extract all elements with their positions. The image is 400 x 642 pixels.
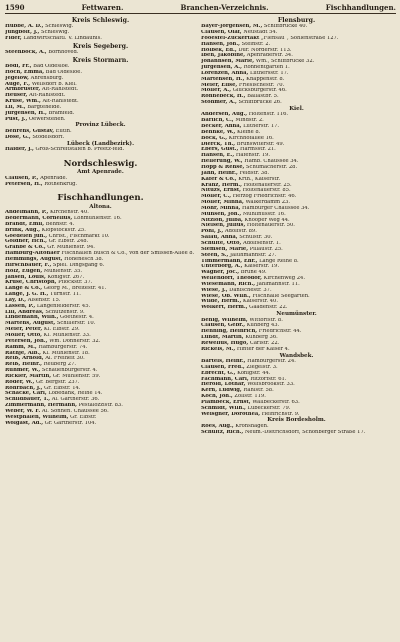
entry-address: Neustadt 54. bbox=[243, 30, 278, 36]
entry-name: Lindemann, Wilh., bbox=[5, 315, 59, 321]
entry-name: Granbe & Co., bbox=[5, 245, 46, 251]
entry-address: Gr. Elbstr. bbox=[70, 414, 97, 420]
entry-address: Glücksburgerstr. 46. bbox=[232, 88, 287, 94]
entry-name: Jürgensen, A., bbox=[201, 65, 242, 71]
entry-address: Mühlinusstr. 16. bbox=[242, 211, 286, 217]
entry-address: Jahlmannstr. 11. bbox=[256, 281, 300, 287]
entry-address: Alsenstr. 15. bbox=[27, 297, 61, 303]
entry-address: Schützenstr. 9. bbox=[45, 309, 85, 315]
entry-address: Mühlenstr. 35. bbox=[43, 268, 83, 274]
entry-name: Benig, Wilhelm, bbox=[201, 317, 248, 323]
entry-name: Wellendorf, Theodor, bbox=[201, 276, 262, 282]
entry-name: Jahn, Heinr., bbox=[201, 170, 238, 176]
entry-address: Lobedank, Reihe 14. bbox=[48, 391, 103, 397]
entry-name: Möller, C., bbox=[201, 194, 232, 200]
entry-address: Luthersstr. 17. bbox=[249, 70, 289, 76]
entry-name: Clausen, Olaf, bbox=[201, 30, 242, 36]
entry-name: Timmermann, Ehr., bbox=[201, 258, 258, 264]
entry-address: Wallbeckerstr. 63. bbox=[252, 399, 300, 405]
entry-name: Lil, M., bbox=[5, 104, 26, 110]
entry-name: Behnke, W., bbox=[201, 129, 236, 135]
entry-name: Kruse, Christoph, bbox=[5, 280, 57, 286]
entry-address: Kleine 8. bbox=[237, 129, 261, 135]
right-column bbox=[201, 16, 392, 436]
entry-name: Wiese, J., bbox=[201, 287, 228, 293]
entry-name: Wiesemann, Rich., bbox=[201, 281, 256, 287]
entry-name: Bock, G., bbox=[201, 135, 228, 141]
entry-address: Wolfsbrookstr. 33. bbox=[247, 382, 295, 388]
entry-address: Holtenauerstr. 85. bbox=[242, 188, 291, 194]
entry-address: Hamburgerstr. 24. bbox=[247, 358, 296, 364]
entry-name: Wilde, Herm., bbox=[201, 299, 242, 305]
entry-name: Koch, Joh., bbox=[201, 394, 233, 400]
entry-name: Plambeck, Ernst, bbox=[201, 399, 251, 405]
entry-name: Schultz, Rich., bbox=[201, 429, 244, 435]
sub-heading: Provinz Lübeck. bbox=[75, 122, 126, 129]
entry-address: Gaadenstr. 22. bbox=[249, 305, 288, 311]
entry-address: Neum.-Dietrichsdorf, Schönberger Straße 17. bbox=[244, 429, 366, 435]
entry-name: Hirschbauer, F., bbox=[5, 262, 52, 268]
entry-address: Gr. Elbstr. 14. bbox=[44, 385, 81, 391]
entry-name: Lorenzen, Anna, bbox=[201, 70, 249, 76]
entry-address: Rothenkrug. bbox=[44, 181, 78, 187]
entry-name: Meier, Peter, bbox=[5, 327, 43, 333]
entry-address: Jaluhmannstr. 27. bbox=[229, 252, 277, 258]
entry-address: Bargteheide. bbox=[27, 104, 62, 110]
entry-name: Hopp & Rehse, bbox=[201, 165, 245, 171]
entry-address: Alt-Rahlstedt. bbox=[42, 99, 79, 105]
entry-address: Kuhberg 43. bbox=[246, 323, 280, 329]
entry-name: Jansen, Louis, bbox=[5, 274, 46, 280]
entry-name: Hansen, E., bbox=[201, 153, 235, 159]
running-head-left: Fettwaren. bbox=[81, 3, 124, 12]
entry-address: Kl. Mühlenstr. 33. bbox=[43, 332, 91, 338]
entry-name: Brandt, Emil, bbox=[5, 221, 45, 227]
entry-name: Weber, W. F. bbox=[5, 408, 41, 414]
entry-address: Spiel. Dingsgang 6. bbox=[52, 262, 105, 268]
entry-name: Andelmann, P., bbox=[5, 210, 49, 216]
entry-address: Dänischestr. 37. bbox=[229, 287, 272, 293]
entry-address: Kaiserstr. 19. bbox=[244, 264, 280, 270]
entry-name: Rickler, Martin, bbox=[5, 373, 52, 379]
entry-address: Friesischestr. 70. bbox=[238, 82, 285, 88]
entry-name: Hoch, Emma, bbox=[5, 69, 45, 75]
entry-address: Ballastbr. 5. bbox=[247, 94, 279, 100]
spacer bbox=[5, 153, 196, 156]
entry-address: Harmsstr. 21. bbox=[239, 147, 276, 153]
entry-name: Schulte, Otto, bbox=[201, 240, 242, 246]
region-heading: Kreis Segeberg. bbox=[72, 42, 129, 50]
entry-address: Oewerstehen. bbox=[28, 116, 66, 122]
entry-address: Adolfstr. 89. bbox=[224, 229, 257, 235]
entry-name: Holbek, Ed., bbox=[201, 47, 237, 53]
entry-address: Ritzorfstr. 61. bbox=[250, 376, 287, 382]
entry-address: Turnstr. 11. bbox=[50, 292, 81, 298]
entry-address: Wittorfstr. 8. bbox=[249, 317, 283, 323]
entry-address: Klopstockstr. 25. bbox=[41, 227, 86, 233]
entry-name: Nitzlon, Julba, bbox=[201, 217, 243, 223]
entry-address: Königstr. 267. bbox=[47, 274, 85, 280]
columns bbox=[5, 16, 396, 436]
entry-name: Rickels, M., bbox=[201, 346, 236, 352]
entry-name: Schmidt, Wilh., bbox=[201, 405, 246, 411]
entry-name: Reiß, Heinr., bbox=[5, 362, 42, 368]
entry-address: Bramfeld. bbox=[48, 110, 75, 116]
entry-address: Christ., Fischmarkt 10. bbox=[48, 233, 110, 239]
entry-address: Adolfsenstr. 1. bbox=[242, 240, 281, 246]
entry-name: Dose, G., bbox=[5, 134, 31, 140]
entry-name: Rohrbach, J., bbox=[5, 385, 43, 391]
entry-name: Henning, Heinrich, bbox=[201, 329, 258, 335]
entry-address: Steinstr. 2. bbox=[241, 41, 271, 47]
entry-address: Schauenburgerstr. 4. bbox=[41, 368, 98, 374]
entry-address: Hinter der Kaiser 4. bbox=[236, 346, 290, 352]
entry-name: Pohl, J., bbox=[201, 229, 224, 235]
entry-address: Gr. Gärtnerstr. 104. bbox=[44, 420, 97, 426]
entry-name: Bödi, Fr., bbox=[5, 63, 32, 69]
entry-address: Ronnentgarten 1. bbox=[243, 65, 290, 71]
entry-name: Lassen, P., bbox=[5, 303, 36, 309]
entry-address: Goethestr. 4. bbox=[60, 315, 94, 321]
entry-address: Kl. Elbstr. 29. bbox=[43, 327, 80, 333]
entry-name: Nituzs, Ernst, bbox=[201, 188, 241, 194]
entry-address: Lange Reihe 8. bbox=[259, 258, 299, 264]
entry-name: Ramm, M., bbox=[5, 344, 37, 350]
entry-name: Zimmermann, Hermann, bbox=[5, 403, 77, 409]
entry-address: Mindstr. 2. bbox=[235, 118, 264, 124]
entry-name: Rönnebeck, H., bbox=[201, 94, 246, 100]
entry-address: Bad Oldesloe. bbox=[33, 63, 70, 69]
entry-address: Gr. Mühlenstr. 94. bbox=[47, 245, 95, 251]
entry-name: Hellerung, W., bbox=[201, 159, 243, 165]
entry-name: Reiß, Arnold, bbox=[5, 356, 44, 362]
entry-address: Dur. Norderstr. 113. bbox=[238, 47, 292, 53]
entry-name: Kranz, Herm., bbox=[201, 182, 242, 188]
entry-address: Kirchenstr. 40. bbox=[50, 210, 89, 216]
entry-address: Kuhberg 36. bbox=[245, 335, 278, 341]
entry-name: Hamburg-Altonaer bbox=[5, 251, 60, 257]
entry-name: Petersen, H., bbox=[5, 181, 43, 187]
entry-address: Hamburgerstr. 74. bbox=[38, 344, 88, 350]
entry-name: Weisgner, Dorothea, bbox=[201, 411, 261, 417]
entry-name: Bedermann, Cornelius, bbox=[5, 216, 73, 222]
page-number: 1590 bbox=[5, 3, 25, 12]
entry-name: Schildbauer, T., bbox=[5, 397, 51, 403]
entry-address: Carlstr. 22. bbox=[249, 340, 280, 346]
entry-name: Andersen, Aug., bbox=[201, 112, 248, 118]
entry-address: Alt-Rahlstedt. bbox=[41, 87, 79, 93]
entry-name: Goedelen jun., bbox=[5, 233, 47, 239]
entry-name: Lange, J. G. H., bbox=[5, 292, 49, 298]
entry-address: Eutin. bbox=[55, 128, 72, 134]
entry-address: „Flensau“, Sohlenstraße 127. bbox=[260, 35, 339, 41]
entry-address: Zollstr. 119. bbox=[234, 394, 266, 400]
entry-name: Rewelius, Hugo, bbox=[201, 340, 249, 346]
entry-name: Herold, Lothar, bbox=[201, 382, 246, 388]
sub-heading: Altona. bbox=[89, 203, 112, 210]
entry-name: Lill, Andreas, bbox=[5, 309, 44, 315]
entry-name: Stohmer, A., bbox=[201, 100, 237, 106]
entry-name: Pust, J., bbox=[5, 116, 28, 122]
entry-name: Hemmings, August, bbox=[5, 257, 63, 263]
entry-name: Clausen, Gebr., bbox=[201, 323, 246, 329]
entry-address: Landwirtschaftl. V. Lindaunis. bbox=[23, 35, 102, 41]
left-column bbox=[5, 16, 196, 436]
entry-address: Lohmühlenstr. 16. bbox=[73, 216, 122, 222]
entry-name: Hansen, Joh., bbox=[201, 41, 240, 47]
entry-name: Steenbock, A., bbox=[5, 49, 47, 55]
entry-address: Apenraderstr. 34. bbox=[246, 53, 293, 59]
entry-address: Königstr. 44. bbox=[237, 370, 271, 376]
entry-address: Knooper Weg 44. bbox=[244, 217, 290, 223]
entry-name: Rühmer, W., bbox=[5, 368, 41, 374]
entry-name: Brink, Aug., bbox=[5, 227, 41, 233]
sub-heading: Kiel. bbox=[289, 106, 304, 113]
sub-heading: Amt Apenrade. bbox=[77, 169, 124, 176]
entry-address: Kronshagen. bbox=[235, 423, 269, 429]
entry-name: Lundt, Martin, bbox=[201, 335, 244, 341]
entry-name: Dierck, Th., bbox=[201, 141, 236, 147]
entry-name: Unterborg, A., bbox=[201, 264, 243, 270]
entry-name: Fachmann, Carl, bbox=[201, 376, 249, 382]
region-heading: Kreis Stormarn. bbox=[72, 56, 129, 64]
running-head-center: Branchen-Verzeichnis. bbox=[180, 3, 269, 12]
entry-name: Becker, Anna, bbox=[201, 124, 242, 130]
entry-name: Lange & Co., bbox=[5, 286, 43, 292]
entry-name: Kruse, Wm., bbox=[5, 99, 41, 105]
entry-name: Armbrüster, bbox=[5, 87, 41, 93]
entry-address: Holtenauerstr. 50. bbox=[246, 223, 295, 229]
entry-name: Roes, Aug., bbox=[201, 423, 234, 429]
entry-name: Käfer & Co., bbox=[201, 176, 237, 182]
entry-address: Wm. Donnerstr. 32. bbox=[49, 338, 101, 344]
sub-heading: Lübeck (Landbezirk). bbox=[66, 140, 135, 147]
entry-address: Walkerdamm 23. bbox=[245, 200, 290, 206]
entry-address: Pillaustr. 25. bbox=[249, 246, 283, 252]
entry-name: Ebrecht, G., bbox=[201, 370, 236, 376]
entry-name: Iben, Jakobine, bbox=[201, 53, 246, 59]
entry-address: Bad Oldesloe. bbox=[45, 69, 83, 75]
sub-heading: Kreis Bordesholm. bbox=[267, 417, 326, 424]
entry-address: Ziegelstr. 3. bbox=[246, 364, 278, 370]
entry-name: Heuser, bbox=[5, 93, 28, 99]
entry-name: Röder, W., bbox=[5, 379, 35, 385]
entry-name: Westphalen, Wilhelm, bbox=[5, 414, 69, 420]
entry-address: Schiffbrücke 40. bbox=[263, 24, 308, 30]
entry-name: Haider, J., bbox=[5, 146, 34, 152]
entry-address: Wm., Schiffbrücke 32. bbox=[255, 59, 315, 65]
spacer bbox=[5, 187, 196, 190]
entry-name: Nielsen, Julius, bbox=[201, 223, 246, 229]
entry-address: Hohenesch 38. bbox=[64, 257, 104, 263]
entry-name: Jürgensen, H., bbox=[5, 110, 47, 116]
entry-address: Bornhöved. bbox=[48, 49, 79, 55]
entry-name: Möller, Minna, bbox=[201, 200, 244, 206]
entry-name: Wagner, Joc., bbox=[201, 270, 240, 276]
entry-address: Schleswig. bbox=[45, 24, 74, 30]
section-title: Nordschleswig. bbox=[63, 158, 138, 169]
entry-address: Alt-Rahlstedt. bbox=[29, 93, 66, 99]
region-heading: Kreis Schleswig. bbox=[71, 17, 130, 24]
entry-name: Jegelow, bbox=[5, 75, 29, 81]
entry-name: Rathje, Alb., bbox=[5, 350, 41, 356]
list-entry bbox=[5, 36, 196, 42]
entry-address: Schillerstr. 10. bbox=[56, 321, 96, 327]
entry-address: Kaiserstr. 40. bbox=[242, 299, 278, 305]
entry-name: Jungbolt, J., bbox=[5, 30, 40, 36]
entry-address: Reuberg 27. bbox=[43, 362, 77, 368]
entry-name: Fooesfel-Zuckertakt bbox=[201, 35, 260, 41]
entry-address: Wellsdorf b. Kiel. bbox=[31, 81, 77, 87]
entry-address: Kirchhofallee 16. bbox=[228, 135, 274, 141]
entry-name: Martensen, H., bbox=[201, 76, 245, 82]
entry-address: Krth., Kaiserstr. bbox=[238, 176, 281, 182]
entry-address: Lutherstr. 17. bbox=[243, 124, 280, 130]
entry-address: Pestalozzistr. 83. bbox=[78, 403, 123, 409]
list-entry bbox=[5, 50, 196, 56]
entry-name: Wiese, Ob. Wilh., bbox=[201, 293, 251, 299]
entry-name: Goldner, Hch., bbox=[5, 239, 47, 245]
entry-name: Bärlich, C., bbox=[201, 118, 234, 124]
sub-heading: Neumünster. bbox=[276, 311, 317, 318]
entry-address: Holtenauerstr. 25. bbox=[243, 182, 292, 188]
entry-address: Pflöckstr. 37. bbox=[58, 280, 93, 286]
entry-address: Gr. Mühlenstr. 59. bbox=[52, 373, 101, 379]
entry-name: Mohr, Minna, bbox=[201, 205, 241, 211]
entry-address: Behnstr. 4. bbox=[45, 221, 75, 227]
section-title: Fischhandlungen. bbox=[57, 193, 144, 204]
entry-name: Siemsen, Marie, bbox=[201, 246, 249, 252]
entry-name: Bartels, Heinr., bbox=[201, 358, 246, 364]
entry-address: Hafenstr. 19. bbox=[235, 153, 271, 159]
entry-name: Bayer-Jörgensen, M., bbox=[201, 24, 263, 30]
sub-heading: Wandsbek. bbox=[279, 352, 314, 359]
entry-name: Meier, Elise, bbox=[201, 82, 238, 88]
entry-address: Fischhalle Seegarten. bbox=[252, 293, 310, 299]
page-header bbox=[5, 3, 396, 14]
entry-address: Fischhallen Busch & Co., von der Smissen-Allee 8. bbox=[61, 251, 195, 257]
entry-address: Stodelsdorf. bbox=[32, 134, 65, 140]
entry-address: Al. Freiheit 30. bbox=[45, 356, 85, 362]
entry-name: Holz, Eugen, bbox=[5, 268, 43, 274]
entry-name: Behrens, Gustav, bbox=[5, 128, 55, 134]
entry-address: Langenfelderstr. 45. bbox=[36, 303, 91, 309]
list-entry bbox=[5, 421, 196, 427]
entry-address: Hamburger Chaussee 34. bbox=[242, 205, 310, 211]
entry-name: Clausen, P., bbox=[5, 175, 39, 181]
entry-address: Brüne 49. bbox=[240, 270, 267, 276]
entry-address: Schumacherstr. 28. bbox=[245, 165, 298, 171]
entry-name: Lay, D., bbox=[5, 297, 27, 303]
entry-address: Ahrensburg. bbox=[30, 75, 64, 81]
entry-address: Brunswiterstr. 49. bbox=[236, 141, 285, 147]
entry-address: Al. Sonnen. Chaussee 56. bbox=[41, 408, 109, 414]
entry-address: Kirchenweg 24. bbox=[263, 276, 305, 282]
entry-name: Martens, August, bbox=[5, 321, 56, 327]
entry-address: Groß-Schreitstafen b. Preetz-feld. bbox=[35, 146, 125, 152]
entry-address: Herzog Friedrichstr. 46. bbox=[232, 194, 297, 200]
entry-name: Kern, Ludwig, bbox=[201, 388, 242, 394]
entry-name: Steen, S., bbox=[201, 252, 229, 258]
entry-address: Holtenstr. 116. bbox=[248, 112, 289, 118]
entry-address: Schiffbrücke 26. bbox=[238, 100, 282, 106]
entry-address: Al. Gärtnerstr. 36. bbox=[51, 397, 100, 403]
entry-name: Munsen, Joh., bbox=[201, 211, 242, 217]
entry-address: Rahlstr. 58. bbox=[243, 388, 274, 394]
entry-name: Fider, bbox=[5, 35, 22, 41]
entry-name: Möller, Otto, bbox=[5, 332, 42, 338]
entry-address: Apenrade. bbox=[40, 175, 68, 181]
list-entry bbox=[201, 430, 392, 436]
entry-address: Gr. Bergstr. 237. bbox=[35, 379, 80, 385]
entry-address: Feldstr. 38. bbox=[239, 170, 270, 176]
entry-address: Georg M., Breitestr. 41. bbox=[43, 286, 107, 292]
entry-name: Wolkert, Herm., bbox=[201, 305, 248, 311]
entry-address: Kl. Mühlenstr. 18. bbox=[42, 350, 90, 356]
entry-name: Hübbe, A. D., bbox=[5, 24, 44, 30]
entry-name: Salau, Anna, bbox=[201, 235, 238, 241]
entry-name: Ebers, Gust., bbox=[201, 147, 239, 153]
entry-name: Wolgast, Ad., bbox=[5, 420, 44, 426]
entry-address: Schulstr. 30. bbox=[239, 235, 273, 241]
entry-address: Hamb. Chaussee 34. bbox=[244, 159, 299, 165]
entry-address: Friedrichstr. 44. bbox=[258, 329, 302, 335]
running-head-right: Fischhandlungen. bbox=[325, 3, 396, 12]
entry-address: Gr. Elbstr. 248. bbox=[48, 239, 89, 245]
entry-name: Johannsen, Marie, bbox=[201, 59, 255, 65]
entry-address: Lübeckerstr. 79. bbox=[247, 405, 291, 411]
region-heading: Flensburg. bbox=[277, 17, 316, 24]
entry-name: Petersen, Joh., bbox=[5, 338, 48, 344]
entry-name: Schacke, Carl, bbox=[5, 391, 47, 397]
entry-name: Auge, F., bbox=[5, 81, 31, 87]
entry-address: Heinrichstr. 9. bbox=[261, 411, 300, 417]
entry-name: Clausen, Fred., bbox=[201, 364, 245, 370]
entry-address: Knappenstr. 8. bbox=[246, 76, 285, 82]
entry-name: Möller, A., bbox=[201, 88, 232, 94]
entry-address: Schleswig. bbox=[41, 30, 70, 36]
